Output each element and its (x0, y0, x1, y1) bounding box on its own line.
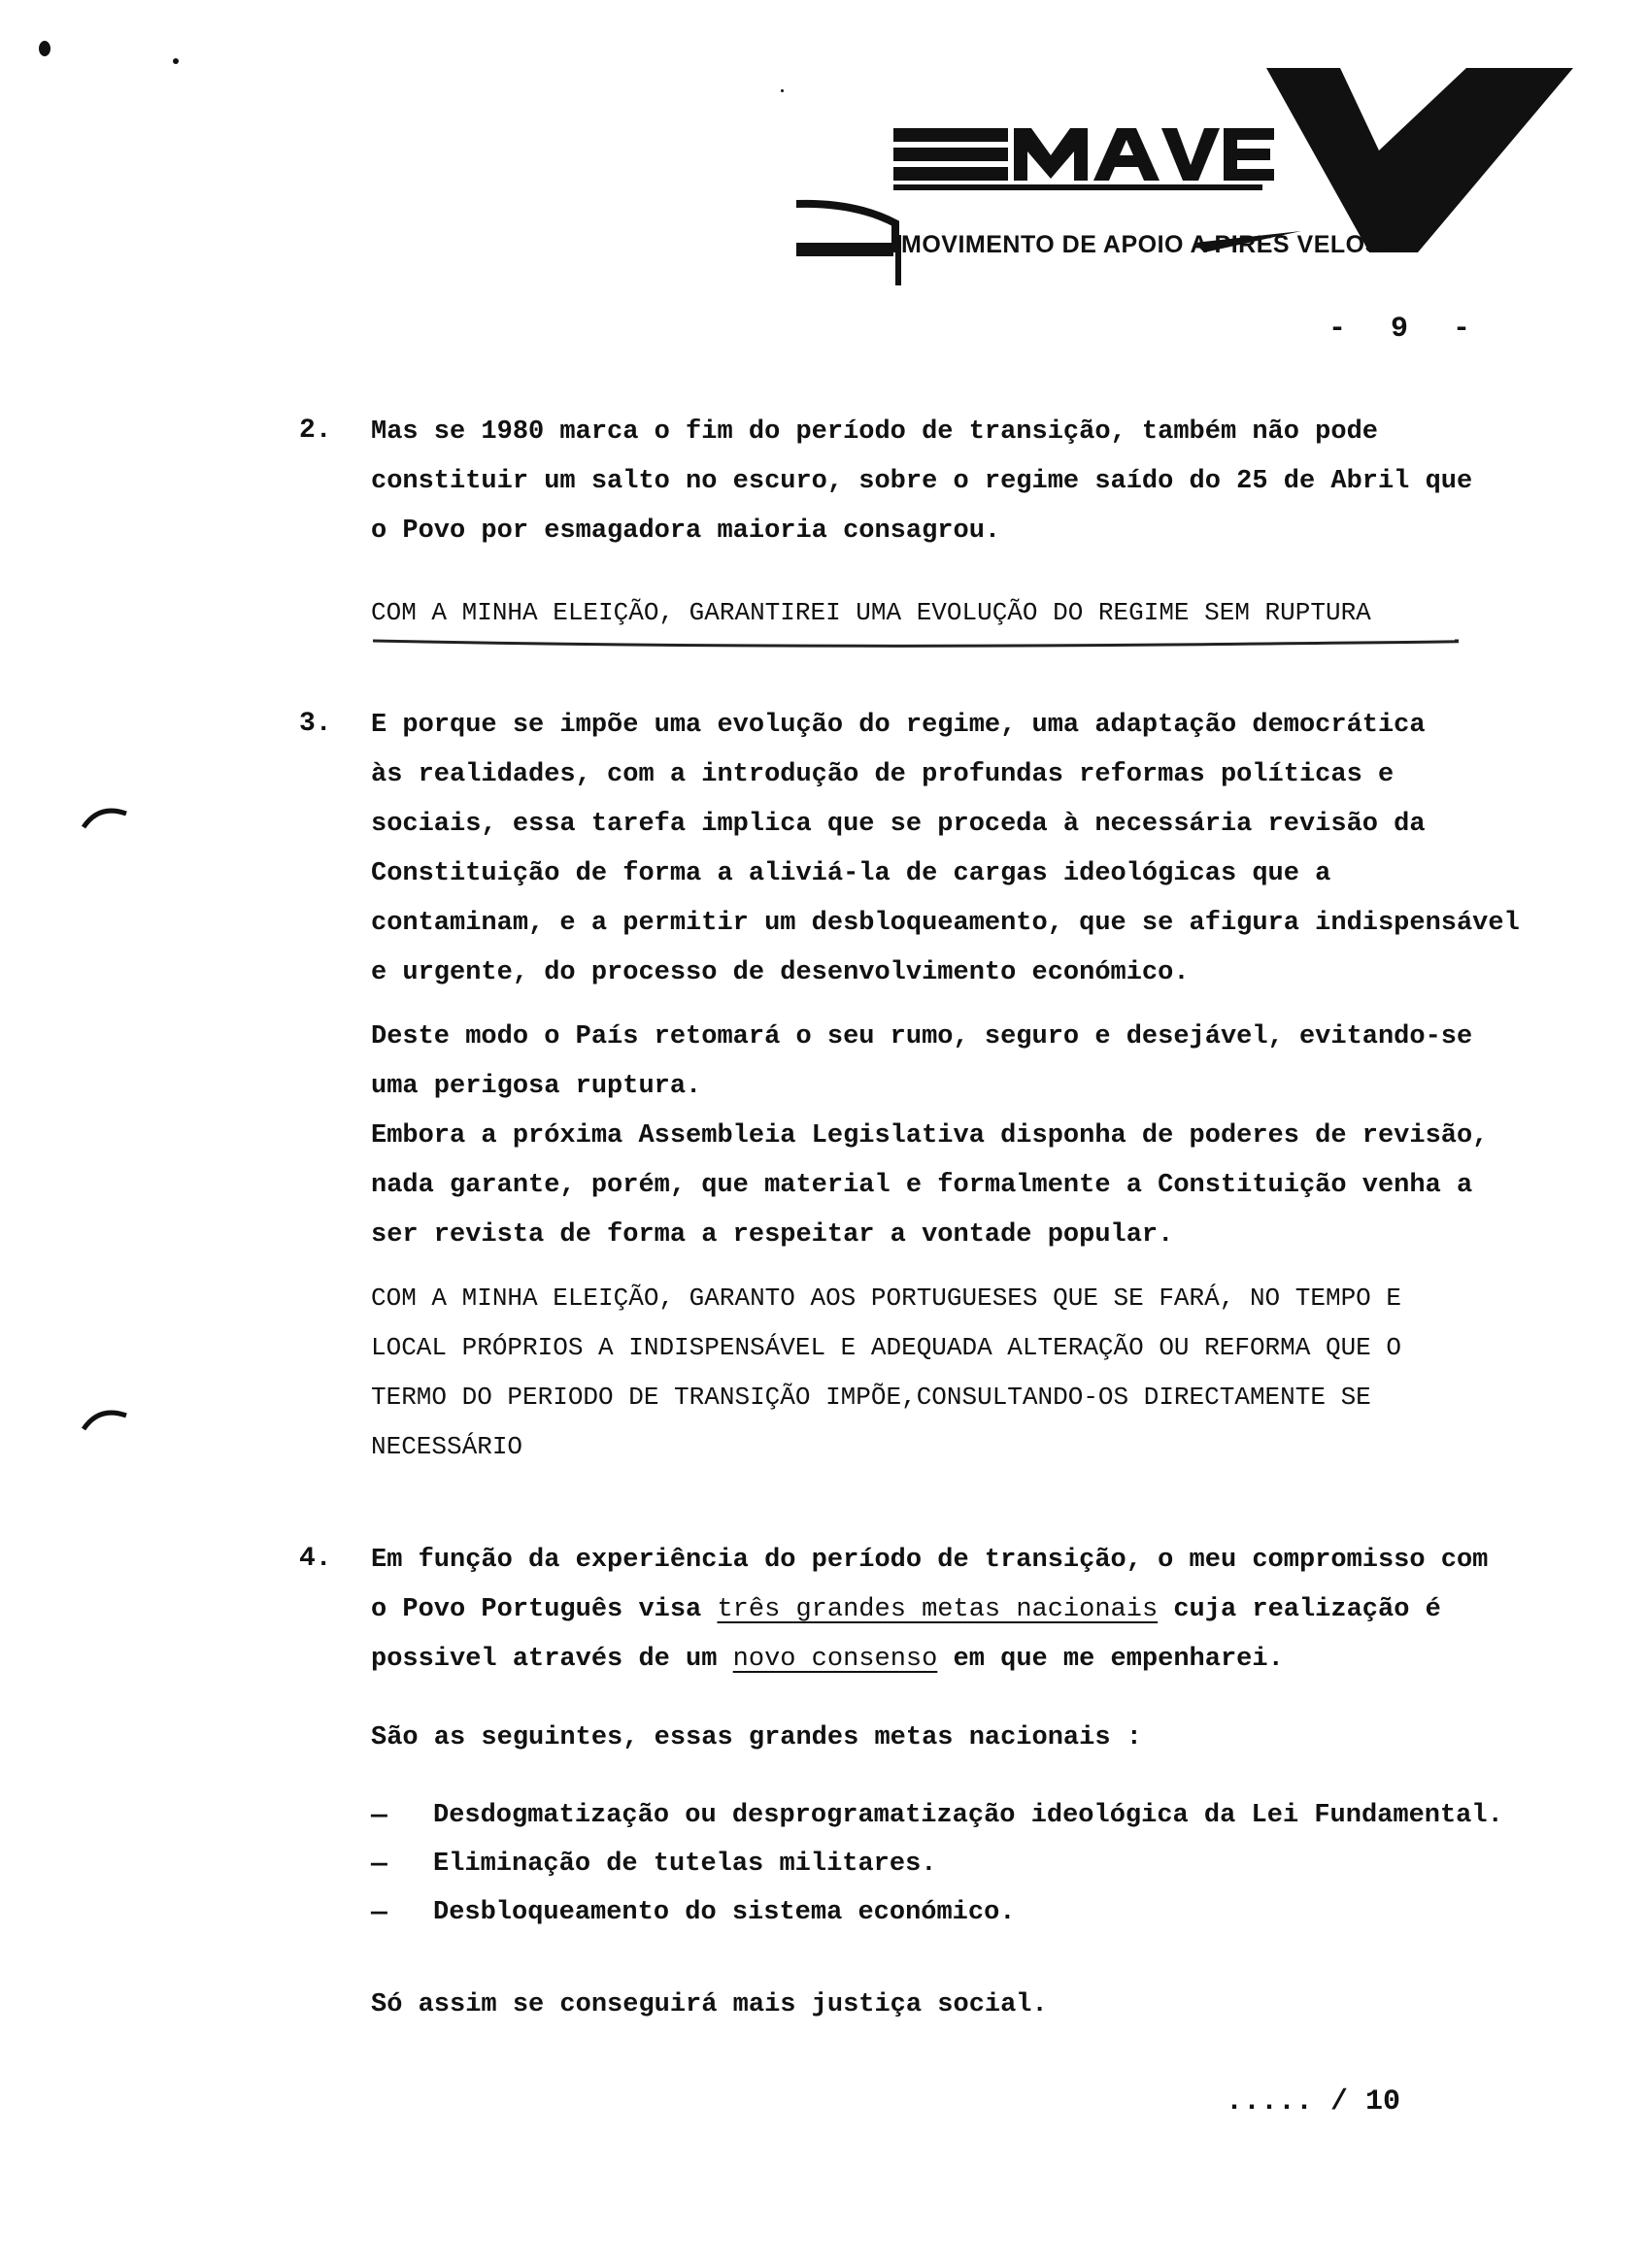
paragraph-line: o Povo por esmagadora maioria consagrou. (371, 517, 1001, 546)
logo-tagline: MOVIMENTO DE APOIO A PIRES VELOSO (901, 231, 1401, 258)
bullet-item: Desbloqueamento do sistema económico. (433, 1898, 1016, 1927)
paragraph-line: uma perigosa ruptura. (371, 1072, 702, 1101)
text-run: o Povo Português visa (371, 1595, 718, 1624)
bullet-item: Eliminação de tutelas militares. (433, 1850, 937, 1879)
paragraph-line: Constituição de forma a aliviá-la de cargas ideológicas que a (371, 859, 1331, 888)
paragraph-line: E porque se impõe uma evolução do regime, uma adaptação democrática (371, 711, 1426, 740)
ink-speck (39, 41, 50, 56)
paragraph-line: São as seguintes, essas grandes metas nacionais : (371, 1723, 1142, 1752)
bullet-marker: — (371, 1850, 387, 1880)
paragraph-line: constituir um salto no escuro, sobre o regime saído do 25 de Abril que (371, 467, 1473, 496)
punch-hole-mark (78, 1398, 136, 1437)
underlined-phrase: três grandes metas nacionais (717, 1595, 1159, 1624)
bullet-marker: — (371, 1801, 387, 1831)
handwritten-underline (371, 635, 1459, 654)
bullet-item: Desdogmatização ou desprogramatização ideológica da Lei Fundamental. (433, 1801, 1503, 1830)
paragraph-line: e urgente, do processo de desenvolvimento económico. (371, 958, 1190, 987)
paragraph-line: contaminam, e a permitir um desbloqueamento, que se afigura indispensável (371, 909, 1520, 938)
closing-line: Só assim se conseguirá mais justiça social. (371, 1990, 1048, 2019)
paragraph-line: Mas se 1980 marca o fim do período de transição, também não pode (371, 417, 1378, 447)
section-number: 4. (299, 1544, 332, 1574)
bullet-marker: — (371, 1898, 387, 1928)
section-number: 2. (299, 416, 332, 446)
paragraph-line: às realidades, com a introdução de profundas reformas políticas e (371, 760, 1395, 789)
text-run: em que me empenharei. (937, 1645, 1284, 1674)
statement-line: NECESSÁRIO (371, 1432, 523, 1461)
statement-line: LOCAL PRÓPRIOS A INDISPENSÁVEL E ADEQUADA ALTERAÇÃO OU REFORMA QUE O (371, 1333, 1401, 1362)
underlined-phrase: novo consenso (732, 1645, 938, 1674)
page-number: - 9 - (1328, 313, 1485, 346)
text-run: possivel através de um (371, 1645, 733, 1674)
paragraph-line: sociais, essa tarefa implica que se proceda à necessária revisão da (371, 810, 1426, 839)
paragraph-line: Embora a próxima Assembleia Legislativa disponha de poderes de revisão, (371, 1121, 1489, 1151)
section-number: 3. (299, 709, 332, 739)
paragraph-line (371, 1585, 1441, 1635)
paragraph-line (371, 1635, 1284, 1684)
ink-speck (173, 58, 179, 64)
mave-logo (796, 58, 1573, 311)
paragraph-line: nada garante, porém, que material e formalmente a Constituição venha a (371, 1171, 1473, 1200)
statement-line: COM A MINHA ELEIÇÃO, GARANTO AOS PORTUGUESES QUE SE FARÁ, NO TEMPO E (371, 1284, 1401, 1313)
text-run: cuja realização é (1158, 1595, 1441, 1624)
paragraph-line: Em função da experiência do período de transição, o meu compromisso com (371, 1546, 1489, 1575)
ink-speck (781, 89, 784, 92)
continuation-marker: ..... / 10 (1226, 2085, 1401, 2118)
paragraph-line: Deste modo o País retomará o seu rumo, seguro e desejável, evitando-se (371, 1022, 1473, 1051)
statement-line: TERMO DO PERIODO DE TRANSIÇÃO IMPÕE,CONSULTANDO-OS DIRECTAMENTE SE (371, 1383, 1371, 1412)
statement-line: COM A MINHA ELEIÇÃO, GARANTIREI UMA EVOLUÇÃO DO REGIME SEM RUPTURA (371, 598, 1371, 627)
punch-hole-mark (78, 796, 136, 835)
paragraph-line: ser revista de forma a respeitar a vontade popular. (371, 1220, 1174, 1250)
